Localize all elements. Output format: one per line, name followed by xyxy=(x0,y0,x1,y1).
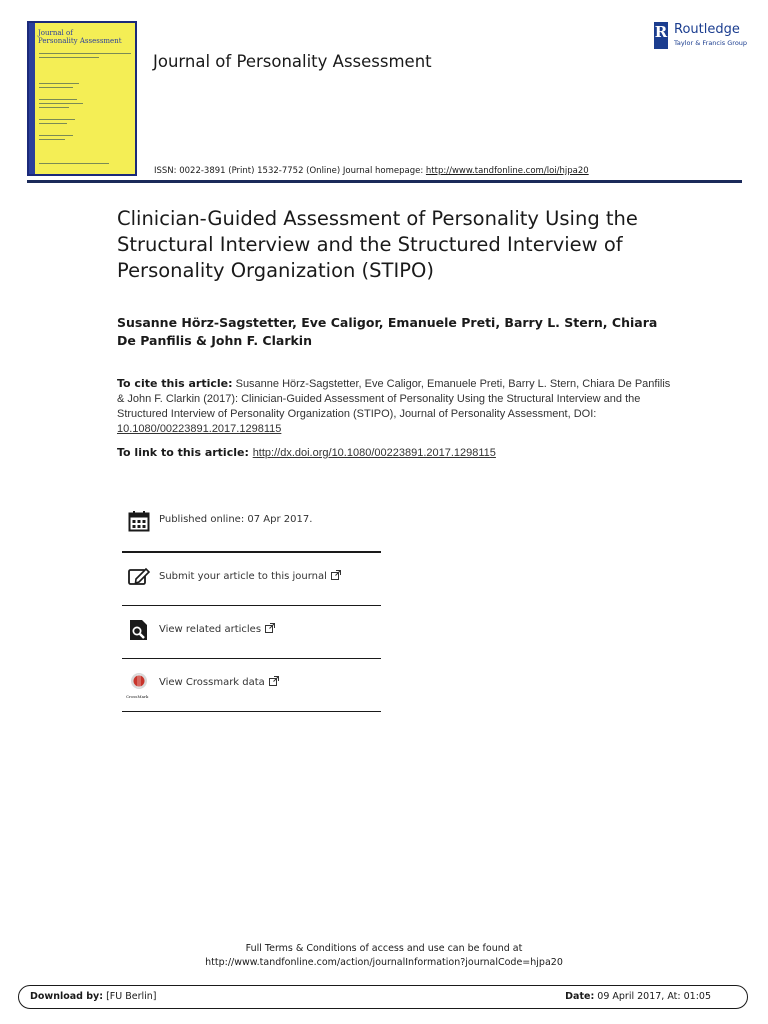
terms-notice xyxy=(0,942,768,970)
action-divider xyxy=(122,711,381,712)
crossmark-icon xyxy=(128,672,150,694)
header-divider xyxy=(27,180,742,183)
calendar-icon xyxy=(128,510,150,532)
edit-icon xyxy=(128,566,150,588)
related-articles-link[interactable] xyxy=(122,605,380,657)
journal-name: Journal of Personality Assessment xyxy=(153,52,432,71)
document-search-icon xyxy=(128,619,150,641)
article-link-line xyxy=(117,446,677,459)
cover-text-line xyxy=(39,119,75,120)
crossmark-text: View Crossmark data xyxy=(159,677,265,688)
journal-cover-image xyxy=(27,21,137,176)
routledge-r-icon: R xyxy=(654,22,668,49)
crossmark-caption: CrossMark xyxy=(126,694,149,699)
download-label: Download by: xyxy=(30,991,104,1002)
related-articles-label xyxy=(159,623,275,635)
cover-text-line xyxy=(39,53,131,54)
article-doi-link[interactable]: http://dx.doi.org/10.1080/00223891.2017.1298115 xyxy=(252,447,496,459)
submit-article-link[interactable] xyxy=(122,552,380,604)
cover-text-line xyxy=(39,87,73,88)
cite-doi-link[interactable]: 10.1080/00223891.2017.1298115 xyxy=(117,423,282,435)
cite-label: To cite this article: xyxy=(117,377,233,390)
related-articles-text: View related articles xyxy=(159,624,262,635)
citation-block xyxy=(117,376,677,437)
submit-article-label xyxy=(159,570,341,582)
download-date xyxy=(565,991,711,1002)
date-label: Date: xyxy=(565,991,595,1002)
article-authors: Susanne Hörz-Sagstetter, Eve Caligor, Emanuele Preti, Barry L. Stern, Chiara De Panfilis & John F. Clarkin xyxy=(117,315,658,348)
article-title: Clinician-Guided Assessment of Personality Using the Structural Interview and the Structured Interview of Personality Organization (STIPO) xyxy=(117,207,638,282)
cover-text-line xyxy=(39,99,77,100)
publisher-name: Routledge xyxy=(674,22,740,37)
cover-text-line xyxy=(39,107,69,108)
terms-url[interactable]: http://www.tandfonline.com/action/journalInformation?journalCode=hjpa20 xyxy=(205,957,563,968)
crossmark-label xyxy=(159,676,279,688)
cover-text-line xyxy=(39,103,83,104)
external-link-icon xyxy=(265,623,275,633)
cover-title-line2: Personality Assessment xyxy=(38,37,122,45)
cover-text-line xyxy=(39,163,109,164)
cover-text-line xyxy=(39,83,79,84)
cite-text: Susanne Hörz-Sagstetter, Eve Caligor, Emanuele Preti, Barry L. Stern, Chiara De Panfilis & John F. Clarkin (2017): Clinician-Guided Assessment of Personality Using the Structural Interview and the Structured Interview of Personality Organization (STIPO), Journal of Personality Assessment, DOI: xyxy=(117,378,671,420)
cover-text-line xyxy=(39,123,67,124)
download-info xyxy=(30,991,156,1002)
issn-line xyxy=(154,166,589,176)
cover-title xyxy=(38,29,136,45)
issn-text: ISSN: 0022-3891 (Print) 1532-7752 (Online) Journal homepage: xyxy=(154,166,426,176)
terms-line-1: Full Terms & Conditions of access and use can be found at xyxy=(245,943,523,954)
cover-text-line xyxy=(39,135,73,136)
download-footer xyxy=(18,985,748,1009)
external-link-icon xyxy=(269,676,279,686)
external-link-icon xyxy=(331,570,341,580)
cover-spine xyxy=(29,23,35,174)
published-online-row xyxy=(122,496,380,548)
publisher-subtitle: Taylor & Francis Group xyxy=(674,39,748,47)
cover-text-line xyxy=(39,57,99,58)
cover-text-line xyxy=(39,139,65,140)
crossmark-link[interactable] xyxy=(122,658,380,710)
link-label: To link to this article: xyxy=(117,446,253,459)
cover-title-line1: Journal of xyxy=(38,29,73,37)
published-online-text: Published online: 07 Apr 2017. xyxy=(159,514,313,525)
date-value: 09 April 2017, At: 01:05 xyxy=(594,991,711,1002)
download-value: [FU Berlin] xyxy=(103,991,157,1002)
publisher-logo xyxy=(654,22,754,50)
submit-article-text: Submit your article to this journal xyxy=(159,571,327,582)
journal-homepage-link[interactable]: http://www.tandfonline.com/loi/hjpa20 xyxy=(425,166,589,176)
